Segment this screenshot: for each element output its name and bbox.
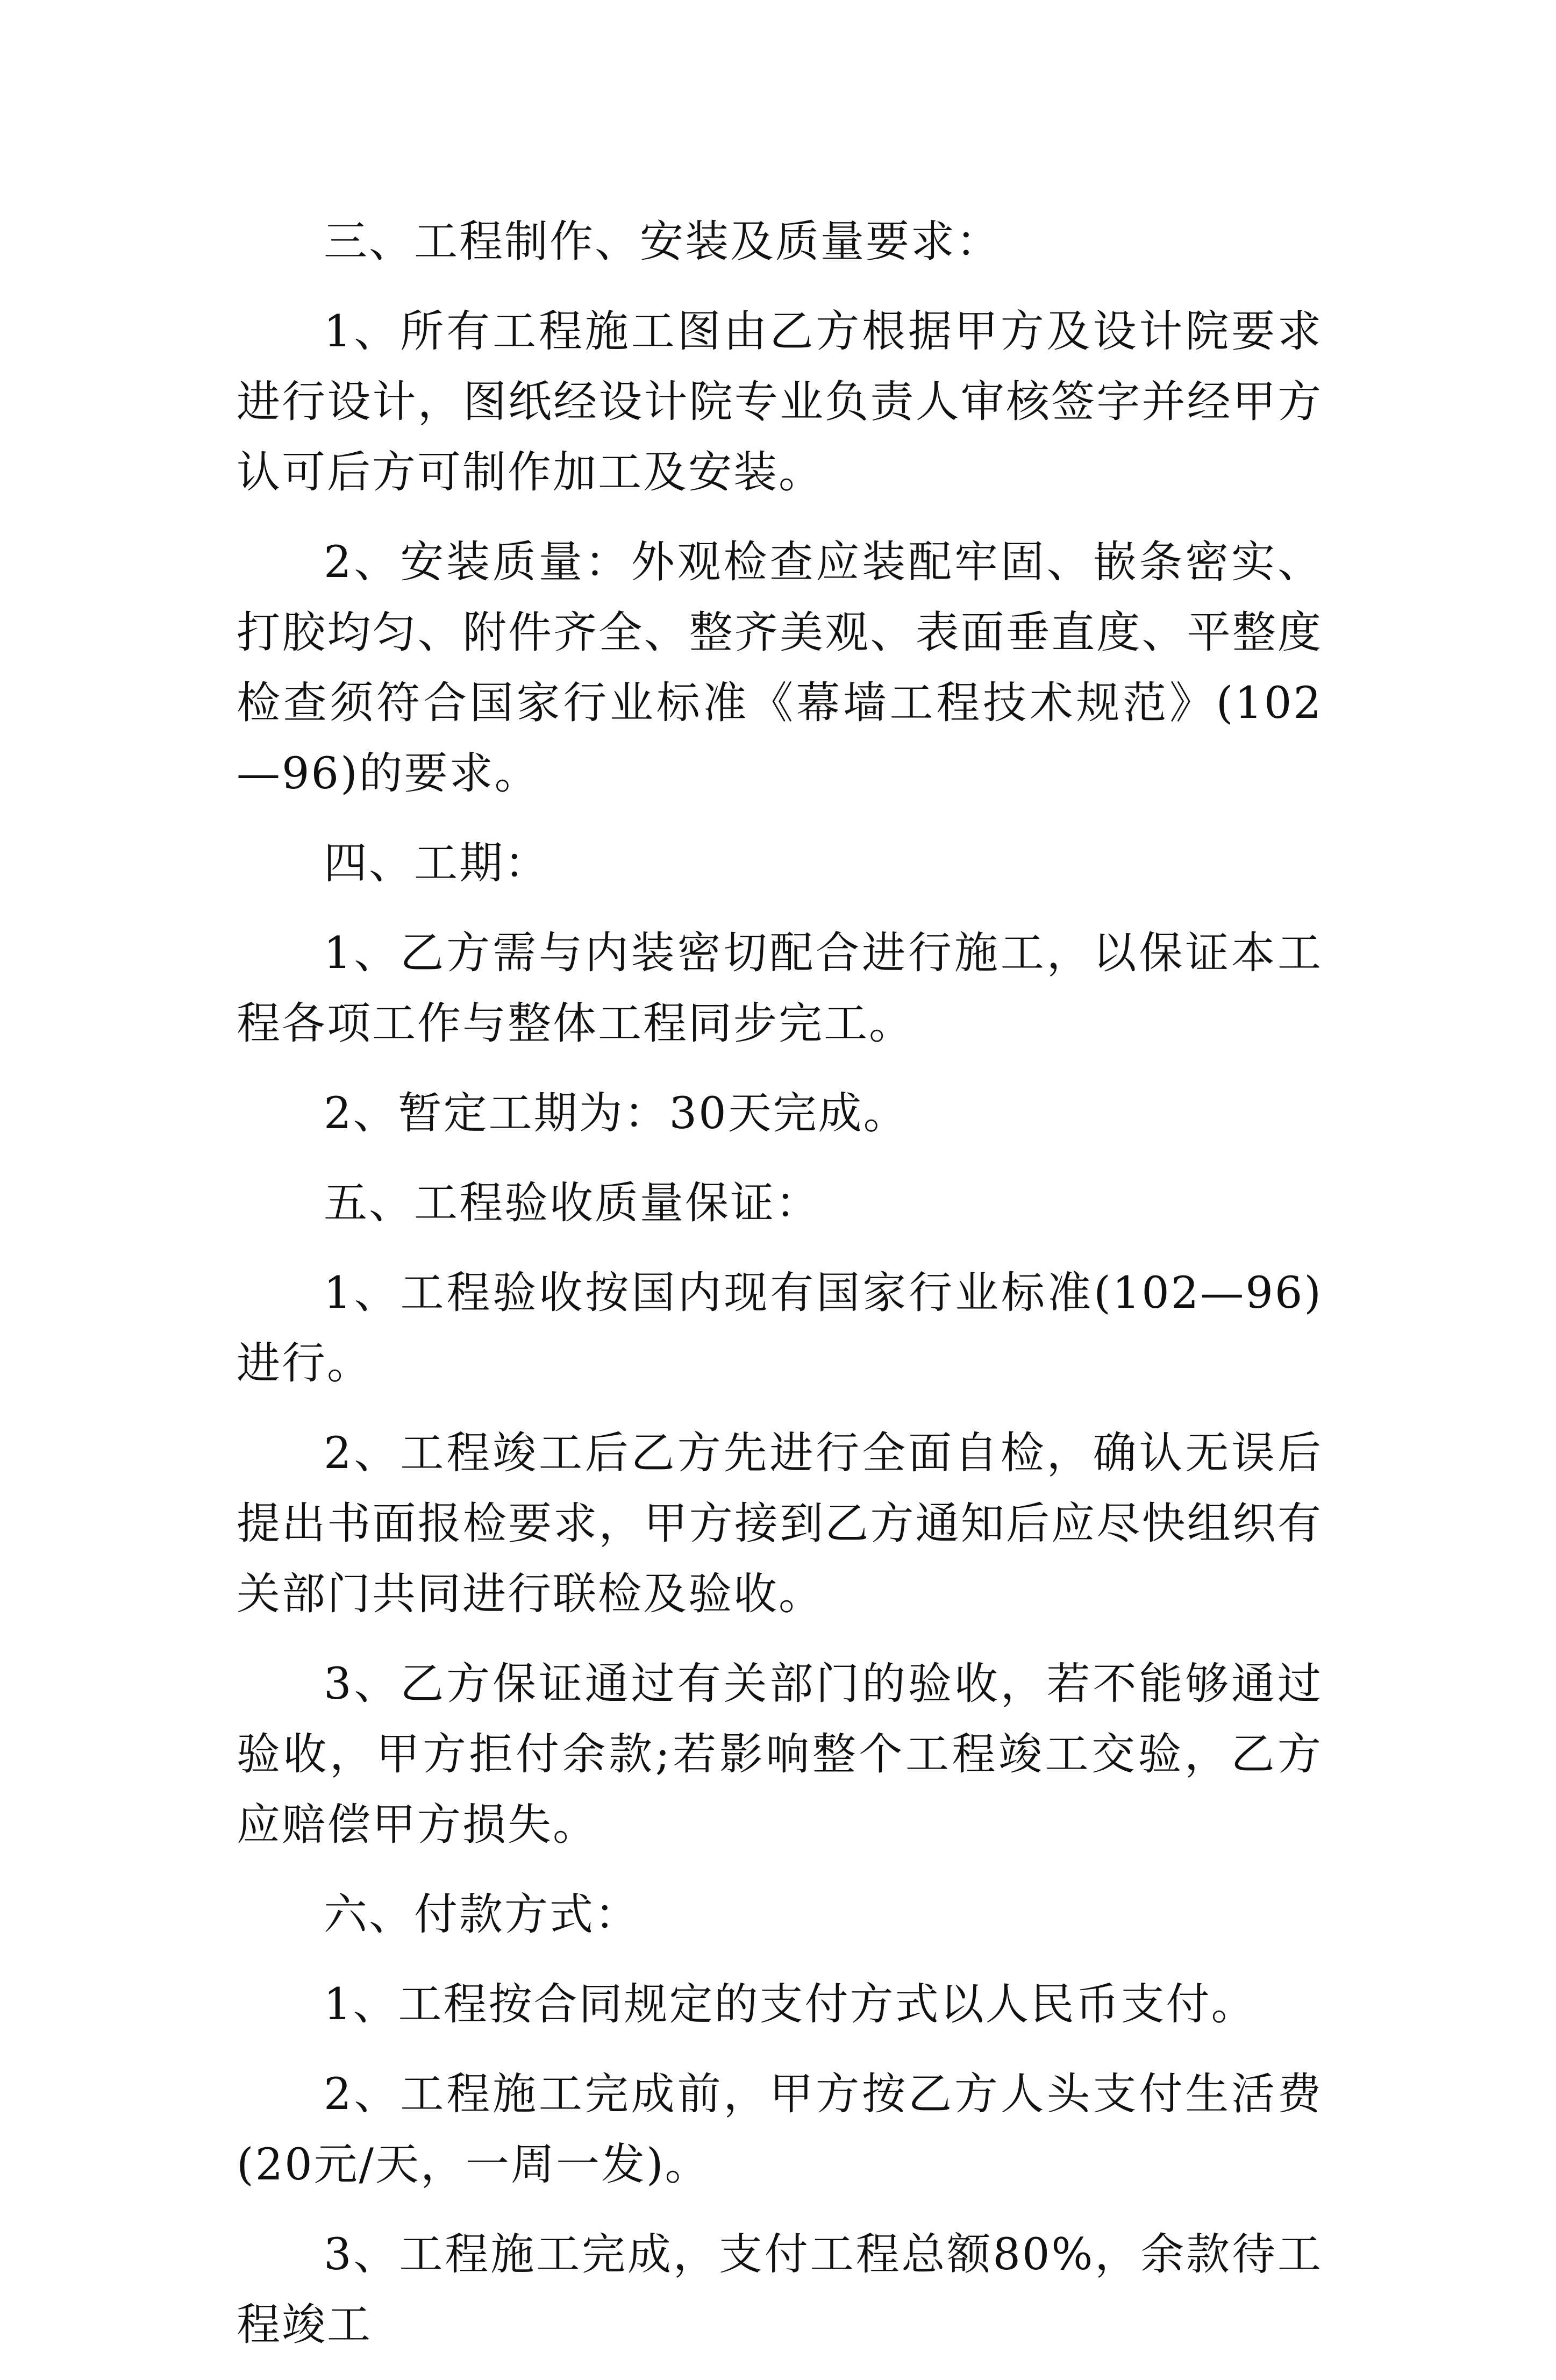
clause-coordination: 1、乙方需与内装密切配合进行施工，以保证本工程各项工作与整体工程同步完工。 (237, 928, 1323, 1049)
clause-living-expenses: 2、工程施工完成前，甲方按乙方人头支付生活费(20元/天，一周一发)。 (237, 2069, 1323, 2190)
section-heading-schedule: 四、工期： (324, 838, 550, 889)
section-heading-construction-quality: 三、工程制作、安装及质量要求： (324, 217, 1002, 267)
clause-completion-payment: 3、工程施工完成，支付工程总额80%，余款待工程竣工 (237, 2229, 1323, 2350)
document-body (237, 207, 1323, 2380)
clause-installation-quality: 2、安装质量：外观检查应装配牢固、嵌条密实、打胶均匀、附件齐全、整齐美观、表面垂直度、平整度检查须符合国家行业标准《幕墙工程技术规范》(102—96)的要求。 (237, 537, 1323, 799)
clause-payment-currency: 1、工程按合同规定的支付方式以人民币支付。 (324, 1979, 1257, 2030)
clause-duration: 2、暂定工期为：30天完成。 (324, 1088, 909, 1139)
clause-acceptance-standard: 1、工程验收按国内现有国家行业标准(102—96)进行。 (237, 1268, 1323, 1389)
section-heading-acceptance: 五、工程验收质量保证： (324, 1178, 821, 1229)
clause-drawings-design: 1、所有工程施工图由乙方根据甲方及设计院要求进行设计，图纸经设计院专业负责人审核签字并经甲方认可后方可制作加工及安装。 (237, 307, 1323, 498)
section-heading-payment: 六、付款方式： (324, 1890, 640, 1940)
clause-guarantee: 3、乙方保证通过有关部门的验收，若不能够通过验收，甲方拒付余款;若影响整个工程竣工交验，乙方应赔偿甲方损失。 (237, 1659, 1323, 1850)
clause-self-inspection: 2、工程竣工后乙方先进行全面自检，确认无误后提出书面报检要求，甲方接到乙方通知后应尽快组织有关部门共同进行联检及验收。 (237, 1428, 1323, 1620)
